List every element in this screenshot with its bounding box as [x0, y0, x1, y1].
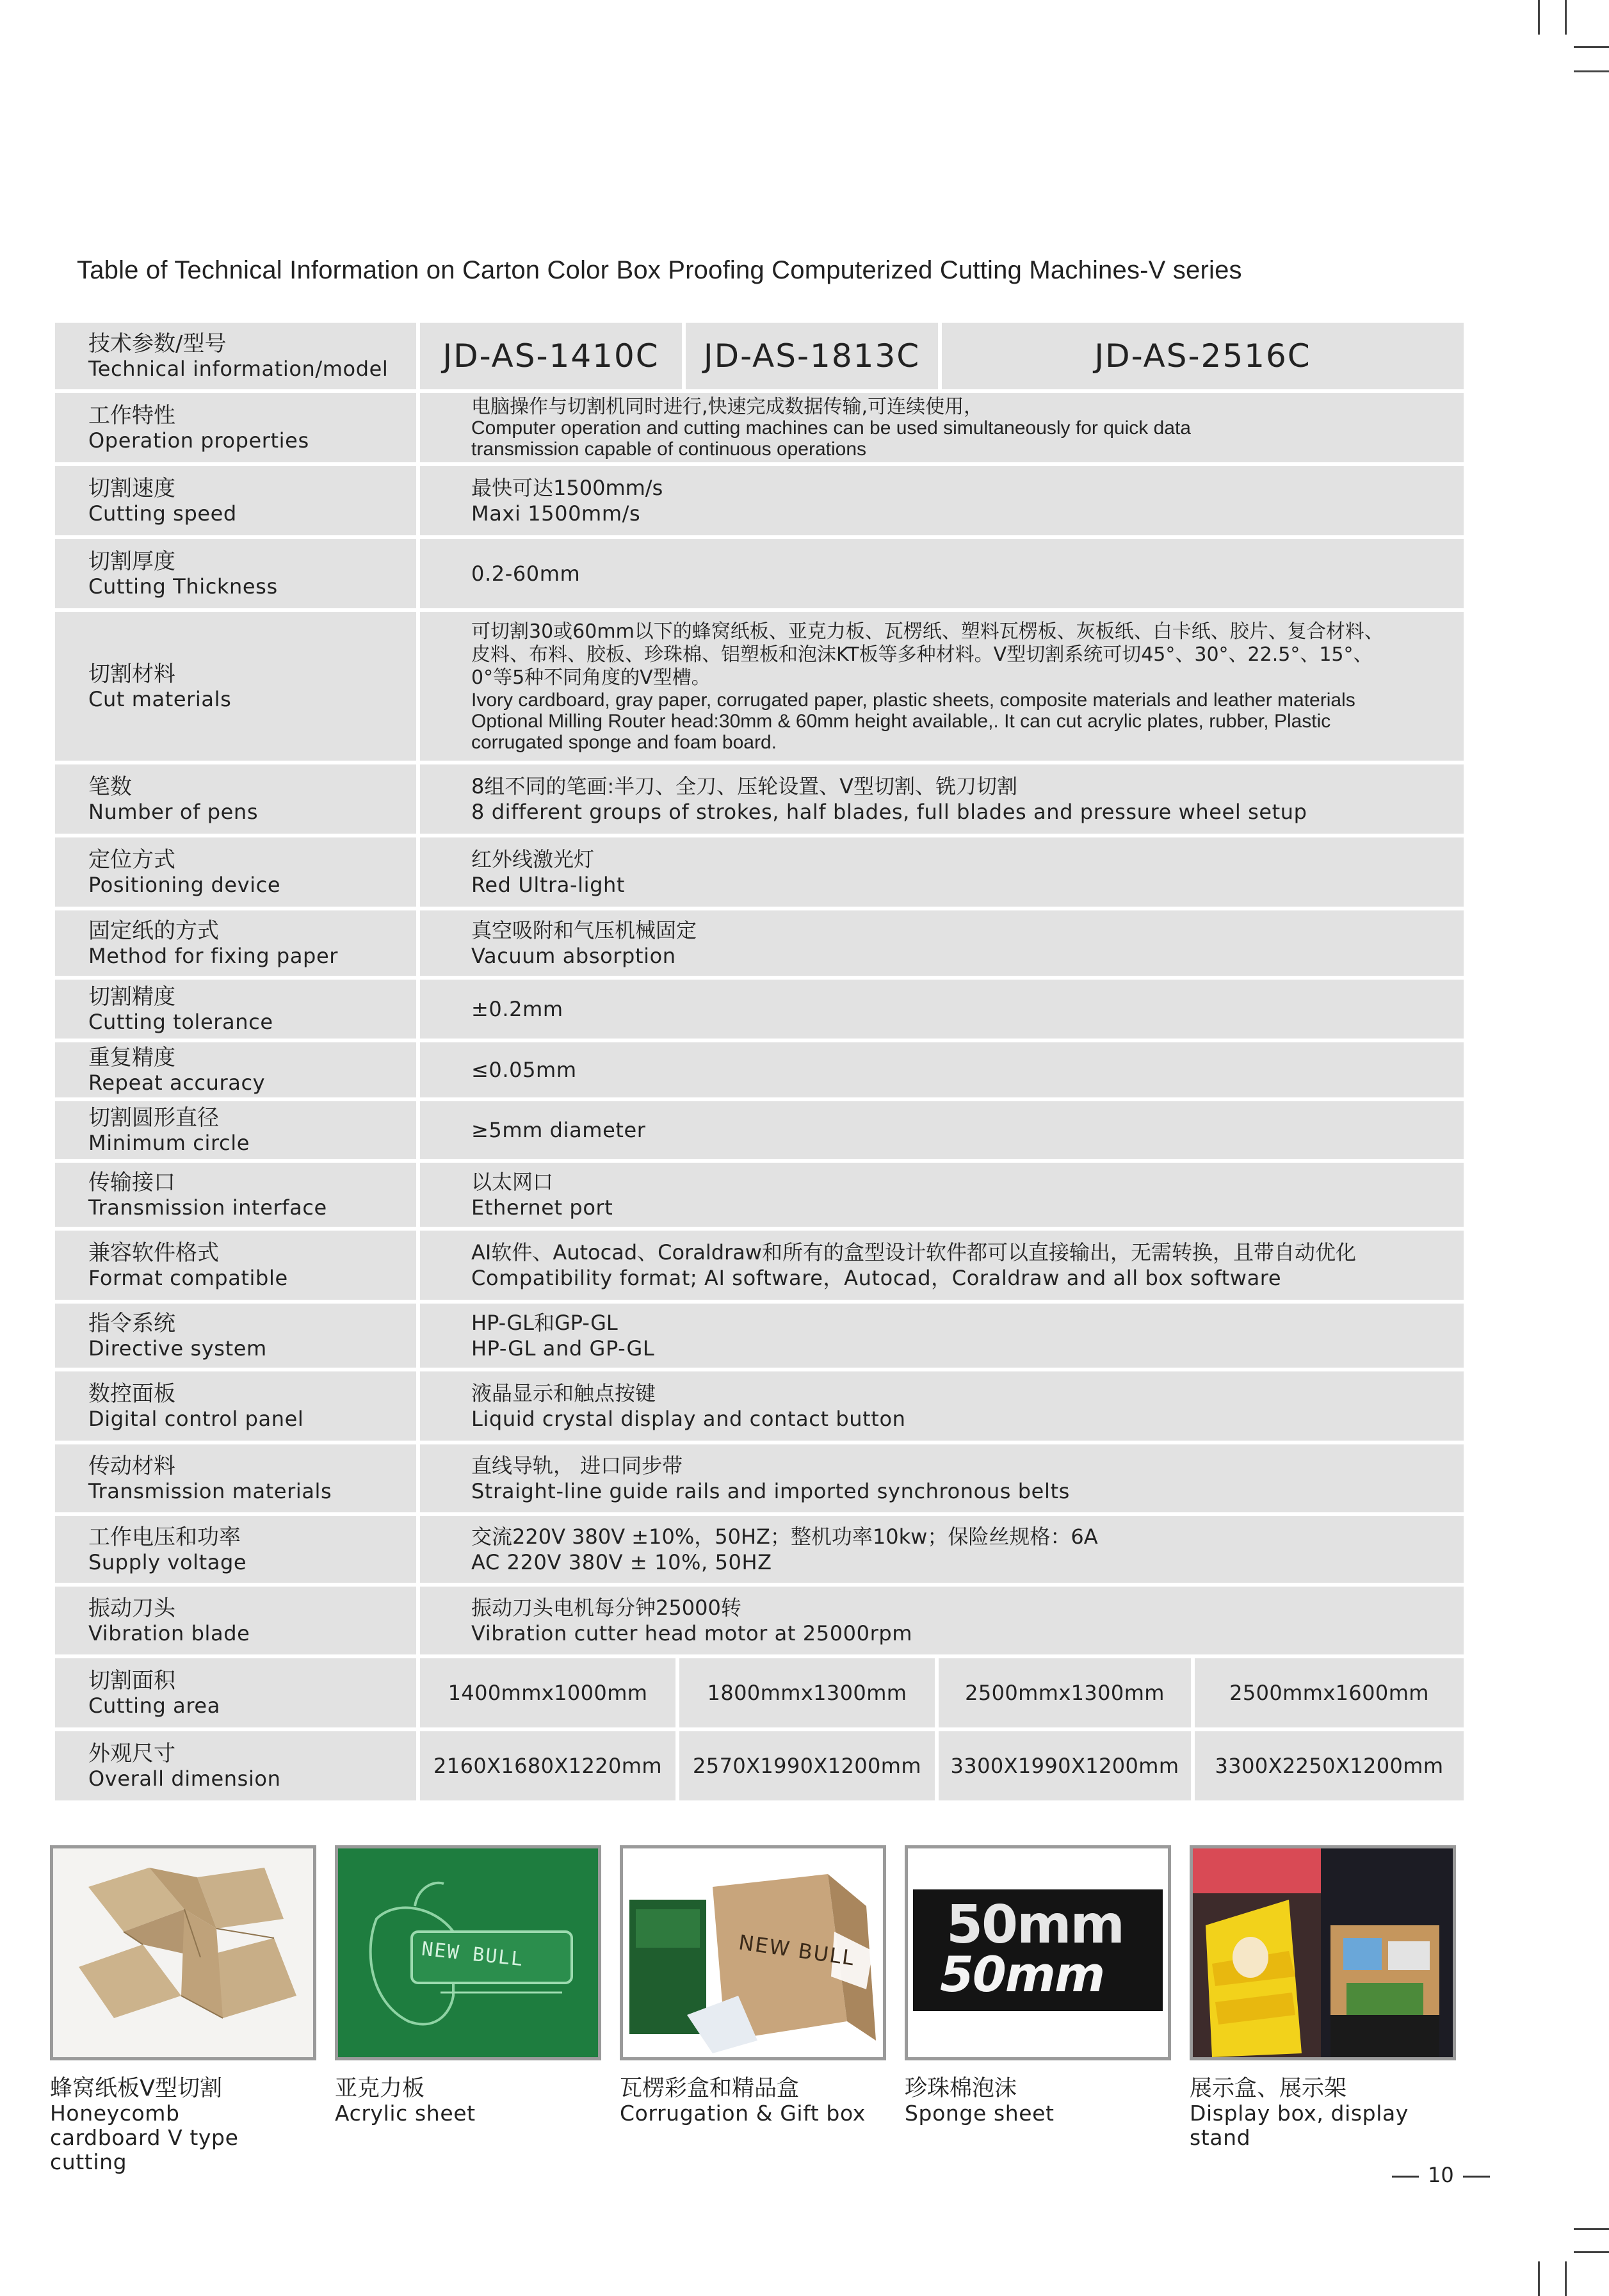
- value-line: Red Ultra-light: [471, 873, 626, 897]
- row-label: [55, 1444, 420, 1512]
- model-name: JD-AS-1410C: [420, 323, 686, 389]
- value-line: Straight-line guide rails and imported synchronous belts: [471, 1479, 1070, 1503]
- table-row: [55, 1163, 1464, 1227]
- table-row: [55, 1231, 1464, 1300]
- row-label-zh: 重复精度: [88, 1045, 175, 1071]
- row-label: [55, 980, 420, 1039]
- row-label-zh: 切割速度: [88, 476, 175, 501]
- row-label: [55, 1516, 420, 1583]
- row-value: [420, 1371, 1464, 1441]
- row-value: [420, 1042, 1464, 1097]
- foam-letters-bottom: 50mm: [940, 1946, 1104, 2003]
- dimension-cell: 2160X1680X1220mm: [420, 1731, 679, 1800]
- table-row: [55, 1731, 1464, 1800]
- row-label-en: Operation properties: [88, 428, 309, 453]
- value-line: Vibration cutter head motor at 25000rpm: [471, 1621, 913, 1645]
- table-row: [55, 1101, 1464, 1159]
- table-row: [55, 393, 1464, 462]
- value-line: ≤0.05mm: [471, 1058, 577, 1082]
- row-label: [55, 1587, 420, 1654]
- foam-letters-top: 50mm: [946, 1895, 1124, 1955]
- value-line: 皮料、布料、胶板、珍珠棉、铝塑板和泡沫KT板等多种材料。V型切割系统可切45°、30°、22.5°、15°、: [471, 643, 1373, 666]
- crop-mark: [1538, 2261, 1540, 2296]
- value-line: Ethernet port: [471, 1195, 613, 1220]
- row-label-zh: 切割厚度: [88, 549, 175, 574]
- gallery-item: [335, 1845, 601, 2126]
- gallery-item: [620, 1845, 886, 2126]
- row-value: [420, 612, 1464, 761]
- page-number-dash: [1392, 2176, 1419, 2178]
- table-row: [55, 1304, 1464, 1368]
- row-label-en: Transmission materials: [88, 1479, 332, 1503]
- row-label-en: Cutting area: [88, 1694, 220, 1718]
- row-label: [55, 612, 420, 761]
- gallery-caption-en: Honeycomb: [50, 2101, 180, 2126]
- value-line: Vacuum absorption: [471, 944, 676, 968]
- row-label-en: Cutting tolerance: [88, 1010, 273, 1034]
- row-label: [55, 393, 420, 462]
- sponge-sheet-image: [905, 1845, 1171, 2060]
- crop-mark: [1574, 2228, 1609, 2230]
- row-label-zh: 外观尺寸: [88, 1741, 175, 1766]
- value-line: AI软件、Autocad、Coraldraw和所有的盒型设计软件都可以直接输出，无需转换，且带自动优化: [471, 1240, 1356, 1265]
- gallery-caption-zh: 亚克力板: [335, 2076, 425, 2101]
- page-title: Table of Technical Information on Carton Color Box Proofing Computerized Cutting Machines-V series: [77, 256, 1242, 284]
- table-row: [55, 539, 1464, 608]
- value-line: ≥5mm diameter: [471, 1118, 646, 1142]
- table-row: [55, 1042, 1464, 1097]
- value-line: Optional Milling Router head:30mm & 60mm height available,. It can cut acrylic plates, rubber, Plastic: [471, 710, 1331, 732]
- product-gallery: [50, 1845, 1523, 2174]
- value-line: transmission capable of continuous operations: [471, 438, 867, 460]
- row-label-en: Cutting Thickness: [88, 574, 278, 599]
- gallery-caption-en: Acrylic sheet: [335, 2101, 476, 2126]
- table-row: [55, 1587, 1464, 1654]
- row-label: [55, 1042, 420, 1097]
- acrylic-engraving-text: NEW BULL: [420, 1937, 525, 1971]
- row-label-en: Positioning device: [88, 873, 281, 897]
- row-label-en: Minimum circle: [88, 1131, 250, 1155]
- row-label: [55, 1304, 420, 1368]
- row-label-en: Method for fixing paper: [88, 944, 338, 968]
- dimension-cell: 3300X1990X1200mm: [939, 1731, 1195, 1800]
- page-number: [1383, 2163, 1499, 2187]
- table-row: [55, 980, 1464, 1039]
- row-label-zh: 定位方式: [88, 847, 175, 873]
- value-line: 0.2-60mm: [471, 562, 581, 586]
- row-value: [420, 1516, 1464, 1583]
- row-label: [55, 1658, 420, 1727]
- row-value: [420, 910, 1464, 976]
- row-label-zh: 兼容软件格式: [88, 1240, 219, 1266]
- gallery-caption-en: Corrugation & Gift box: [620, 2101, 866, 2126]
- row-label: [55, 837, 420, 907]
- dimension-cell: 2500mmx1300mm: [939, 1658, 1195, 1727]
- row-label-zh: 笔数: [88, 774, 132, 800]
- value-line: 红外线激光灯: [471, 847, 595, 871]
- value-line: HP-GL和GP-GL: [471, 1311, 618, 1335]
- table-row: [55, 1444, 1464, 1512]
- row-label-en: Cutting speed: [88, 501, 237, 526]
- row-value: [420, 980, 1464, 1039]
- value-line: 真空吸附和气压机械固定: [471, 918, 697, 942]
- value-line: 最快可达1500mm/s: [471, 476, 663, 500]
- header-label-cell: [55, 323, 420, 389]
- row-label: [55, 539, 420, 608]
- value-line: Ivory cardboard, gray paper, corrugated paper, plastic sheets, composite materials and leather materials: [471, 689, 1355, 711]
- gallery-caption-en: Display box, display stand: [1190, 2101, 1409, 2150]
- value-line: 以太网口: [471, 1170, 554, 1194]
- table-row: [55, 910, 1464, 976]
- table-header-row: [55, 323, 1464, 389]
- row-value: [420, 1163, 1464, 1227]
- gallery-caption-en: Sponge sheet: [905, 2101, 1055, 2126]
- row-label-en: Supply voltage: [88, 1550, 247, 1574]
- crop-mark: [1574, 70, 1609, 72]
- row-label-zh: 切割面积: [88, 1668, 175, 1694]
- page-number-value: 10: [1428, 2163, 1454, 2187]
- acrylic-sheet-image: [335, 1845, 601, 2060]
- row-label-zh: 工作电压和功率: [88, 1524, 241, 1550]
- row-value: [420, 764, 1464, 834]
- crop-mark: [1574, 2251, 1609, 2253]
- value-line: HP-GL and GP-GL: [471, 1336, 655, 1361]
- crop-mark: [1565, 0, 1567, 35]
- dimension-cell: 2500mmx1600mm: [1195, 1658, 1464, 1727]
- row-label-zh: 固定纸的方式: [88, 918, 219, 944]
- model-name: JD-AS-2516C: [942, 323, 1464, 389]
- header-label-zh: 技术参数/型号: [88, 331, 227, 357]
- spec-table: [55, 319, 1464, 1804]
- value-line: ±0.2mm: [471, 997, 563, 1021]
- value-line: Compatibility format; AI software，Autocad，Coraldraw and all box software: [471, 1266, 1282, 1290]
- row-label-en: Cut materials: [88, 687, 232, 711]
- row-value: [420, 393, 1464, 462]
- table-row: [55, 612, 1464, 761]
- gallery-item: [905, 1845, 1171, 2126]
- table-row: [55, 1371, 1464, 1441]
- value-line: 可切割30或60mm以下的蜂窝纸板、亚克力板、瓦楞纸、塑料瓦楞板、灰板纸、白卡纸、胶片、复合材料、: [471, 620, 1384, 643]
- value-line: 8 different groups of strokes, half blades, full blades and pressure wheel setup: [471, 800, 1307, 824]
- row-value: [420, 539, 1464, 608]
- value-line: 交流220V 380V ±10%，50HZ；整机功率10kw；保险丝规格：6A: [471, 1524, 1098, 1549]
- display-stand-image: [1190, 1845, 1456, 2060]
- row-value: [420, 1444, 1464, 1512]
- row-label-en: Overall dimension: [88, 1766, 281, 1791]
- box-print-text: NEW BULL: [737, 1930, 857, 1971]
- value-line: AC 220V 380V ± 10%, 50HZ: [471, 1550, 772, 1574]
- row-label-zh: 指令系统: [88, 1311, 175, 1336]
- dimension-cell: 1400mmx1000mm: [420, 1658, 679, 1727]
- row-label-zh: 切割材料: [88, 661, 175, 687]
- row-value: [420, 1304, 1464, 1368]
- gallery-item: [1190, 1845, 1456, 2150]
- row-value: [420, 1101, 1464, 1159]
- gallery-caption-zh: 展示盒、展示架: [1190, 2076, 1347, 2101]
- table-row: [55, 837, 1464, 907]
- gallery-caption-zh: 蜂窝纸板V型切割: [50, 2076, 222, 2101]
- value-line: Computer operation and cutting machines can be used simultaneously for quick data: [471, 417, 1191, 439]
- model-name: JD-AS-1813C: [686, 323, 942, 389]
- value-line: 8组不同的笔画:半刀、全刀、压轮设置、V型切割、铣刀切割: [471, 774, 1018, 798]
- row-label-zh: 工作特性: [88, 403, 175, 428]
- value-line: 0°等5种不同角度的V型槽。: [471, 666, 711, 689]
- page-number-dash: [1463, 2176, 1490, 2178]
- value-line: 液晶显示和触点按键: [471, 1381, 656, 1405]
- value-line: Liquid crystal display and contact button: [471, 1407, 906, 1431]
- row-label-zh: 切割圆形直径: [88, 1105, 219, 1131]
- value-line: 直线导轨， 进口同步带: [471, 1453, 683, 1478]
- row-label-en: Repeat accuracy: [88, 1071, 266, 1095]
- row-label: [55, 1231, 420, 1300]
- row-label-zh: 切割精度: [88, 984, 175, 1010]
- row-label: [55, 466, 420, 535]
- row-label-zh: 传输接口: [88, 1170, 175, 1195]
- gallery-caption-zh: 珍珠棉泡沫: [905, 2076, 1017, 2101]
- row-value: [420, 1231, 1464, 1300]
- row-label: [55, 1163, 420, 1227]
- row-label: [55, 1371, 420, 1441]
- table-row: [55, 1658, 1464, 1727]
- row-label-en: Transmission interface: [88, 1195, 327, 1220]
- row-value: [420, 466, 1464, 535]
- row-label: [55, 764, 420, 834]
- table-row: [55, 466, 1464, 535]
- crop-mark: [1574, 46, 1609, 48]
- row-label: [55, 910, 420, 976]
- row-label: [55, 1101, 420, 1159]
- value-line: Maxi 1500mm/s: [471, 501, 641, 526]
- dimension-cell: 1800mmx1300mm: [679, 1658, 939, 1727]
- gallery-item: [50, 1845, 316, 2174]
- row-label-zh: 振动刀头: [88, 1596, 175, 1621]
- corrugated-box-image: [620, 1845, 886, 2060]
- table-row: [55, 1516, 1464, 1583]
- header-label-en: Technical information/model: [88, 357, 389, 381]
- honeycomb-cardboard-image: [50, 1845, 316, 2060]
- row-label-en: Directive system: [88, 1336, 267, 1361]
- crop-mark: [1565, 2261, 1567, 2296]
- gallery-caption-zh: 瓦楞彩盒和精品盒: [620, 2076, 800, 2101]
- row-label-en: Number of pens: [88, 800, 259, 824]
- dimension-cell: 2570X1990X1200mm: [679, 1731, 939, 1800]
- row-label-en: Digital control panel: [88, 1407, 304, 1431]
- row-label-en: Vibration blade: [88, 1621, 250, 1645]
- value-line: corrugated sponge and foam board.: [471, 731, 777, 753]
- crop-mark: [1538, 0, 1540, 35]
- row-label: [55, 1731, 420, 1800]
- row-label-zh: 传动材料: [88, 1453, 175, 1479]
- gallery-caption-en: cardboard V type cutting: [50, 2125, 239, 2174]
- row-label-en: Format compatible: [88, 1266, 288, 1290]
- row-value: [420, 837, 1464, 907]
- row-label-zh: 数控面板: [88, 1381, 175, 1407]
- value-line: 振动刀头电机每分钟25000转: [471, 1596, 741, 1620]
- row-value: [420, 1587, 1464, 1654]
- table-row: [55, 764, 1464, 834]
- value-line: 电脑操作与切割机同时进行,快速完成数据传输,可连续使用，: [471, 395, 983, 418]
- dimension-cell: 3300X2250X1200mm: [1195, 1731, 1464, 1800]
